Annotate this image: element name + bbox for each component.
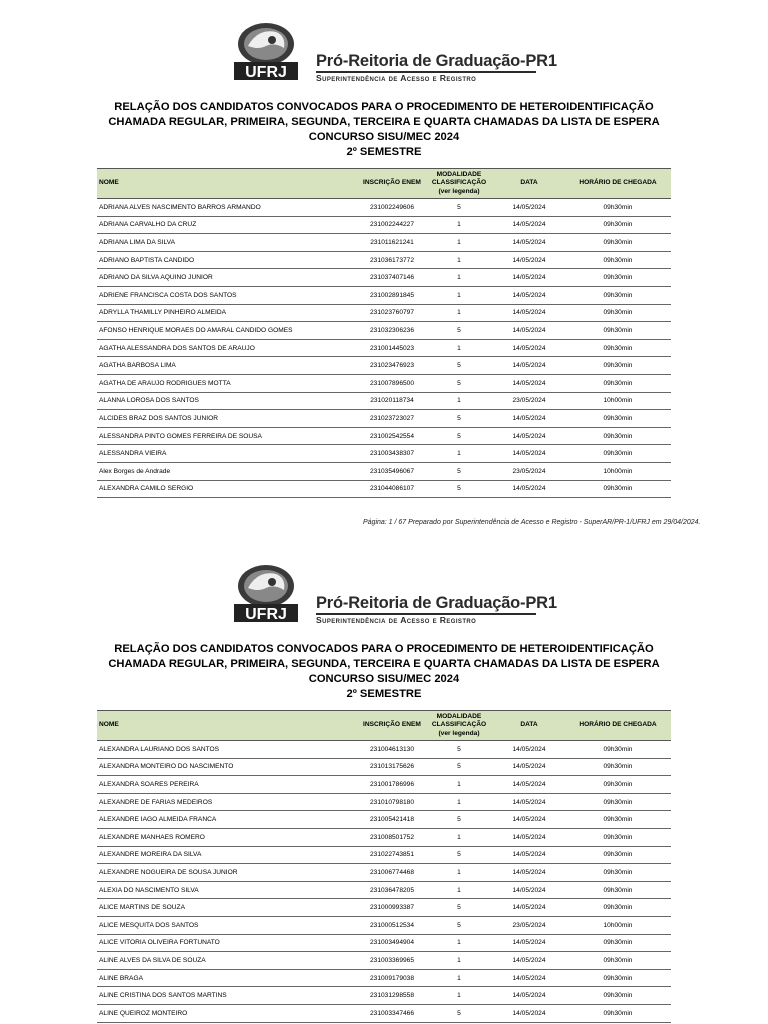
cell-nome: ADRIANA ALVES NASCIMENTO BARROS ARMANDO <box>97 199 359 217</box>
table-row <box>97 741 671 759</box>
table-row <box>97 987 671 1005</box>
cell-nome: AFONSO HENRIQUE MORAES DO AMARAL CANDIDO GOMES <box>97 322 359 340</box>
cell-data: 14/05/2024 <box>493 286 565 304</box>
cell-modalidade: 5 <box>425 427 493 445</box>
cell-nome: ALEXANDRA LAURIANO DOS SANTOS <box>97 741 359 759</box>
cell-modalidade: 5 <box>425 811 493 829</box>
cell-data: 14/05/2024 <box>493 339 565 357</box>
table-row <box>97 1004 671 1022</box>
cell-modalidade: 1 <box>425 216 493 234</box>
cell-nome: ADRYLLA THAMILLY PINHEIRO ALMEIDA <box>97 304 359 322</box>
cell-data: 14/05/2024 <box>493 793 565 811</box>
cell-data: 14/05/2024 <box>493 952 565 970</box>
cell-horario: 10h00min <box>565 462 671 480</box>
cell-data: 14/05/2024 <box>493 216 565 234</box>
cell-data: 14/05/2024 <box>493 899 565 917</box>
cell-modalidade: 1 <box>425 934 493 952</box>
title-line-3: CONCURSO SISU/MEC 2024 <box>308 673 460 685</box>
cell-inscricao: 231006774468 <box>359 864 425 882</box>
cell-horario: 09h30min <box>565 1004 671 1022</box>
cell-data: 23/05/2024 <box>493 462 565 480</box>
table-row <box>97 216 671 234</box>
cell-modalidade: 1 <box>425 952 493 970</box>
cell-horario: 09h30min <box>565 374 671 392</box>
cell-data: 14/05/2024 <box>493 234 565 252</box>
cell-modalidade: 5 <box>425 480 493 498</box>
table-row <box>97 374 671 392</box>
cell-data: 14/05/2024 <box>493 427 565 445</box>
cell-data: 14/05/2024 <box>493 758 565 776</box>
cell-inscricao: 231013175626 <box>359 758 425 776</box>
table-row <box>97 758 671 776</box>
title-line-2: CHAMADA REGULAR, PRIMEIRA, SEGUNDA, TERCEIRA E QUARTA CHAMADAS DA LISTA DE ESPERA <box>108 116 660 128</box>
table-row <box>97 480 671 498</box>
cell-modalidade: 5 <box>425 357 493 375</box>
cell-nome: ALESSANDRA VIEIRA <box>97 445 359 463</box>
cell-inscricao: 231035496067 <box>359 462 425 480</box>
cell-data: 14/05/2024 <box>493 811 565 829</box>
table-row <box>97 776 671 794</box>
cell-modalidade: 5 <box>425 322 493 340</box>
cell-inscricao: 231022743851 <box>359 846 425 864</box>
cell-data: 14/05/2024 <box>493 374 565 392</box>
table-row <box>97 969 671 987</box>
cell-inscricao: 231037407146 <box>359 269 425 287</box>
cell-nome: ALICE VITORIA OLIVEIRA FORTUNATO <box>97 934 359 952</box>
cell-horario: 09h30min <box>565 969 671 987</box>
col-header-nome: NOME <box>97 711 359 741</box>
cell-nome: AGATHA DE ARAUJO RODRIGUES MOTTA <box>97 374 359 392</box>
cell-horario: 09h30min <box>565 286 671 304</box>
cell-horario: 09h30min <box>565 339 671 357</box>
cell-horario: 09h30min <box>565 410 671 428</box>
table-row <box>97 864 671 882</box>
cell-data: 14/05/2024 <box>493 322 565 340</box>
table-row <box>97 199 671 217</box>
col-header-horario: HORÁRIO DE CHEGADA <box>565 711 671 741</box>
cell-modalidade: 5 <box>425 916 493 934</box>
cell-data: 14/05/2024 <box>493 480 565 498</box>
cell-modalidade: 5 <box>425 199 493 217</box>
cell-horario: 09h30min <box>565 987 671 1005</box>
header-logo <box>228 22 557 84</box>
title-line-1: RELAÇÃO DOS CANDIDATOS CONVOCADOS PARA O PROCEDIMENTO DE HETEROIDENTIFICAÇÃO <box>114 101 654 113</box>
cell-nome: ADRIENE FRANCISCA COSTA DOS SANTOS <box>97 286 359 304</box>
cell-horario: 09h30min <box>565 793 671 811</box>
cell-nome: ALEXANDRA SOARES PEREIRA <box>97 776 359 794</box>
col-header-modalidade: MODALIDADE CLASSIFICAÇÃO (ver legenda) <box>425 711 493 741</box>
cell-nome: ALEXANDRE IAGO ALMEIDA FRANCA <box>97 811 359 829</box>
cell-horario: 09h30min <box>565 427 671 445</box>
cell-inscricao: 231007896500 <box>359 374 425 392</box>
cell-modalidade: 1 <box>425 776 493 794</box>
table-header-row <box>97 711 671 741</box>
cell-data: 14/05/2024 <box>493 1004 565 1022</box>
cell-inscricao: 231036173772 <box>359 251 425 269</box>
cell-horario: 10h00min <box>565 392 671 410</box>
cell-inscricao: 231003369965 <box>359 952 425 970</box>
cell-modalidade: 1 <box>425 969 493 987</box>
institution-subtitle: Superintendência de Acesso e Registro <box>316 73 477 83</box>
cell-data: 14/05/2024 <box>493 828 565 846</box>
table-row <box>97 899 671 917</box>
cell-nome: ALEXIA DO NASCIMENTO SILVA <box>97 881 359 899</box>
cell-modalidade: 1 <box>425 251 493 269</box>
cell-horario: 09h30min <box>565 304 671 322</box>
cell-nome: ADRIANO BAPTISTA CANDIDO <box>97 251 359 269</box>
cell-nome: ALINE QUEIROZ MONTEIRO <box>97 1004 359 1022</box>
table-row <box>97 234 671 252</box>
cell-modalidade: 5 <box>425 1004 493 1022</box>
cell-data: 14/05/2024 <box>493 864 565 882</box>
cell-horario: 09h30min <box>565 445 671 463</box>
cell-modalidade: 5 <box>425 374 493 392</box>
table-row <box>97 357 671 375</box>
table-body <box>97 199 671 498</box>
title-line-2: CHAMADA REGULAR, PRIMEIRA, SEGUNDA, TERCEIRA E QUARTA CHAMADAS DA LISTA DE ESPERA <box>108 658 660 670</box>
cell-horario: 09h30min <box>565 934 671 952</box>
cell-inscricao: 231001786996 <box>359 776 425 794</box>
table-row <box>97 427 671 445</box>
ufrj-emblem-icon <box>228 22 304 82</box>
table-row <box>97 392 671 410</box>
table-row <box>97 410 671 428</box>
cell-horario: 09h30min <box>565 251 671 269</box>
cell-inscricao: 231008501752 <box>359 828 425 846</box>
cell-data: 14/05/2024 <box>493 969 565 987</box>
table-body <box>97 741 671 1023</box>
cell-inscricao: 231003347466 <box>359 1004 425 1022</box>
cell-data: 14/05/2024 <box>493 741 565 759</box>
candidates-table <box>97 710 671 1023</box>
cell-inscricao: 231001445023 <box>359 339 425 357</box>
table-row <box>97 793 671 811</box>
cell-modalidade: 1 <box>425 987 493 1005</box>
cell-data: 14/05/2024 <box>493 846 565 864</box>
cell-modalidade: 5 <box>425 410 493 428</box>
cell-nome: ALINE BRAGA <box>97 969 359 987</box>
cell-modalidade: 1 <box>425 392 493 410</box>
cell-data: 14/05/2024 <box>493 304 565 322</box>
cell-horario: 09h30min <box>565 864 671 882</box>
cell-data: 14/05/2024 <box>493 934 565 952</box>
table-row <box>97 462 671 480</box>
table-row <box>97 304 671 322</box>
cell-modalidade: 1 <box>425 881 493 899</box>
svg-text:UFRJ: UFRJ <box>245 606 287 623</box>
cell-data: 14/05/2024 <box>493 776 565 794</box>
cell-data: 14/05/2024 <box>493 445 565 463</box>
table-row <box>97 445 671 463</box>
cell-nome: ADRIANA CARVALHO DA CRUZ <box>97 216 359 234</box>
title-line-3: CONCURSO SISU/MEC 2024 <box>308 131 460 143</box>
candidates-table <box>97 168 671 498</box>
cell-nome: ALEXANDRA CAMILO SERGIO <box>97 480 359 498</box>
cell-horario: 09h30min <box>565 899 671 917</box>
cell-horario: 09h30min <box>565 758 671 776</box>
cell-modalidade: 5 <box>425 462 493 480</box>
header-logo <box>228 564 557 626</box>
cell-horario: 09h30min <box>565 776 671 794</box>
col-header-modalidade: MODALIDADE CLASSIFICAÇÃO (ver legenda) <box>425 169 493 199</box>
cell-horario: 09h30min <box>565 199 671 217</box>
cell-modalidade: 5 <box>425 741 493 759</box>
cell-horario: 09h30min <box>565 741 671 759</box>
col-header-inscricao: INSCRIÇÃO ENEM <box>359 711 425 741</box>
cell-data: 23/05/2024 <box>493 916 565 934</box>
document-heading <box>0 642 768 702</box>
cell-modalidade: 1 <box>425 339 493 357</box>
cell-horario: 09h30min <box>565 846 671 864</box>
cell-data: 14/05/2024 <box>493 269 565 287</box>
cell-modalidade: 5 <box>425 899 493 917</box>
title-line-4: 2º SEMESTRE <box>346 688 422 700</box>
cell-horario: 09h30min <box>565 828 671 846</box>
table-row <box>97 934 671 952</box>
table-row <box>97 952 671 970</box>
cell-modalidade: 1 <box>425 304 493 322</box>
cell-inscricao: 231010798180 <box>359 793 425 811</box>
cell-nome: ALEXANDRE MOREIRA DA SILVA <box>97 846 359 864</box>
cell-modalidade: 1 <box>425 286 493 304</box>
cell-inscricao: 231044086107 <box>359 480 425 498</box>
cell-nome: ALEXANDRA MONTEIRO DO NASCIMENTO <box>97 758 359 776</box>
cell-inscricao: 231009179038 <box>359 969 425 987</box>
cell-inscricao: 231004613130 <box>359 741 425 759</box>
svg-text:UFRJ: UFRJ <box>245 64 287 81</box>
institution-subtitle: Superintendência de Acesso e Registro <box>316 615 477 625</box>
cell-modalidade: 1 <box>425 793 493 811</box>
cell-nome: AGATHA BARBOSA LIMA <box>97 357 359 375</box>
cell-modalidade: 5 <box>425 846 493 864</box>
institution-title: Pró-Reitoria de Graduação-PR1 <box>316 52 557 70</box>
cell-modalidade: 1 <box>425 828 493 846</box>
cell-inscricao: 231000512534 <box>359 916 425 934</box>
cell-horario: 09h30min <box>565 480 671 498</box>
table-row <box>97 251 671 269</box>
table-row <box>97 828 671 846</box>
cell-horario: 09h30min <box>565 357 671 375</box>
cell-horario: 09h30min <box>565 322 671 340</box>
cell-nome: ALINE CRISTINA DOS SANTOS MARTINS <box>97 987 359 1005</box>
cell-nome: ALEXANDRE NOGUEIRA DE SOUSA JUNIOR <box>97 864 359 882</box>
cell-inscricao: 231002249606 <box>359 199 425 217</box>
table-header-row <box>97 169 671 199</box>
cell-data: 23/05/2024 <box>493 392 565 410</box>
cell-inscricao: 231023476923 <box>359 357 425 375</box>
cell-nome: ALEXANDRE MANHAES ROMERO <box>97 828 359 846</box>
table-row <box>97 322 671 340</box>
title-line-4: 2º SEMESTRE <box>346 146 422 158</box>
col-header-inscricao: INSCRIÇÃO ENEM <box>359 169 425 199</box>
cell-horario: 09h30min <box>565 234 671 252</box>
title-line-1: RELAÇÃO DOS CANDIDATOS CONVOCADOS PARA O PROCEDIMENTO DE HETEROIDENTIFICAÇÃO <box>114 643 654 655</box>
cell-horario: 10h00min <box>565 916 671 934</box>
cell-inscricao: 231036478205 <box>359 881 425 899</box>
cell-nome: ALICE MESQUITA DOS SANTOS <box>97 916 359 934</box>
col-header-data: DATA <box>493 711 565 741</box>
cell-nome: AGATHA ALESSANDRA DOS SANTOS DE ARAUJO <box>97 339 359 357</box>
cell-inscricao: 231003494904 <box>359 934 425 952</box>
cell-data: 14/05/2024 <box>493 251 565 269</box>
cell-inscricao: 231005421418 <box>359 811 425 829</box>
cell-inscricao: 231020118734 <box>359 392 425 410</box>
cell-nome: ADRIANA LIMA DA SILVA <box>97 234 359 252</box>
cell-nome: Alex Borges de Andrade <box>97 462 359 480</box>
page-footer: Página: 1 / 67 Preparado por Superintendência de Acesso e Registro - SuperAR/PR-1/UFRJ em 29/04/2024. <box>363 519 701 526</box>
cell-horario: 09h30min <box>565 952 671 970</box>
cell-modalidade: 1 <box>425 234 493 252</box>
cell-horario: 09h30min <box>565 269 671 287</box>
cell-inscricao: 231002891845 <box>359 286 425 304</box>
cell-data: 14/05/2024 <box>493 410 565 428</box>
cell-inscricao: 231032306236 <box>359 322 425 340</box>
table-row <box>97 881 671 899</box>
cell-inscricao: 231003438307 <box>359 445 425 463</box>
cell-inscricao: 231002542554 <box>359 427 425 445</box>
cell-horario: 09h30min <box>565 881 671 899</box>
cell-inscricao: 231002244227 <box>359 216 425 234</box>
table-row <box>97 846 671 864</box>
col-header-nome: NOME <box>97 169 359 199</box>
ufrj-emblem-icon <box>228 564 304 624</box>
cell-inscricao: 231031298558 <box>359 987 425 1005</box>
institution-title: Pró-Reitoria de Graduação-PR1 <box>316 594 557 612</box>
cell-inscricao: 231023723027 <box>359 410 425 428</box>
cell-horario: 09h30min <box>565 216 671 234</box>
cell-nome: ALEXANDRE DE FARIAS MEDEIROS <box>97 793 359 811</box>
table-row <box>97 286 671 304</box>
col-header-horario: HORÁRIO DE CHEGADA <box>565 169 671 199</box>
table-row <box>97 269 671 287</box>
cell-nome: ALESSANDRA PINTO GOMES FERREIRA DE SOUSA <box>97 427 359 445</box>
cell-modalidade: 1 <box>425 269 493 287</box>
cell-inscricao: 231023760797 <box>359 304 425 322</box>
cell-horario: 09h30min <box>565 811 671 829</box>
cell-nome: ADRIANO DA SILVA AQUINO JUNIOR <box>97 269 359 287</box>
cell-data: 14/05/2024 <box>493 357 565 375</box>
table-row <box>97 339 671 357</box>
cell-data: 14/05/2024 <box>493 987 565 1005</box>
cell-nome: ALCIDES BRAZ DOS SANTOS JUNIOR <box>97 410 359 428</box>
cell-nome: ALANNA LOROSA DOS SANTOS <box>97 392 359 410</box>
col-header-data: DATA <box>493 169 565 199</box>
cell-modalidade: 1 <box>425 445 493 463</box>
document-heading <box>0 100 768 160</box>
cell-inscricao: 231000993387 <box>359 899 425 917</box>
table-row <box>97 916 671 934</box>
cell-modalidade: 1 <box>425 864 493 882</box>
cell-nome: ALINE ALVES DA SILVA DE SOUZA <box>97 952 359 970</box>
cell-data: 14/05/2024 <box>493 881 565 899</box>
cell-modalidade: 5 <box>425 758 493 776</box>
cell-data: 14/05/2024 <box>493 199 565 217</box>
table-row <box>97 811 671 829</box>
cell-inscricao: 231011621241 <box>359 234 425 252</box>
cell-nome: ALICE MARTINS DE SOUZA <box>97 899 359 917</box>
